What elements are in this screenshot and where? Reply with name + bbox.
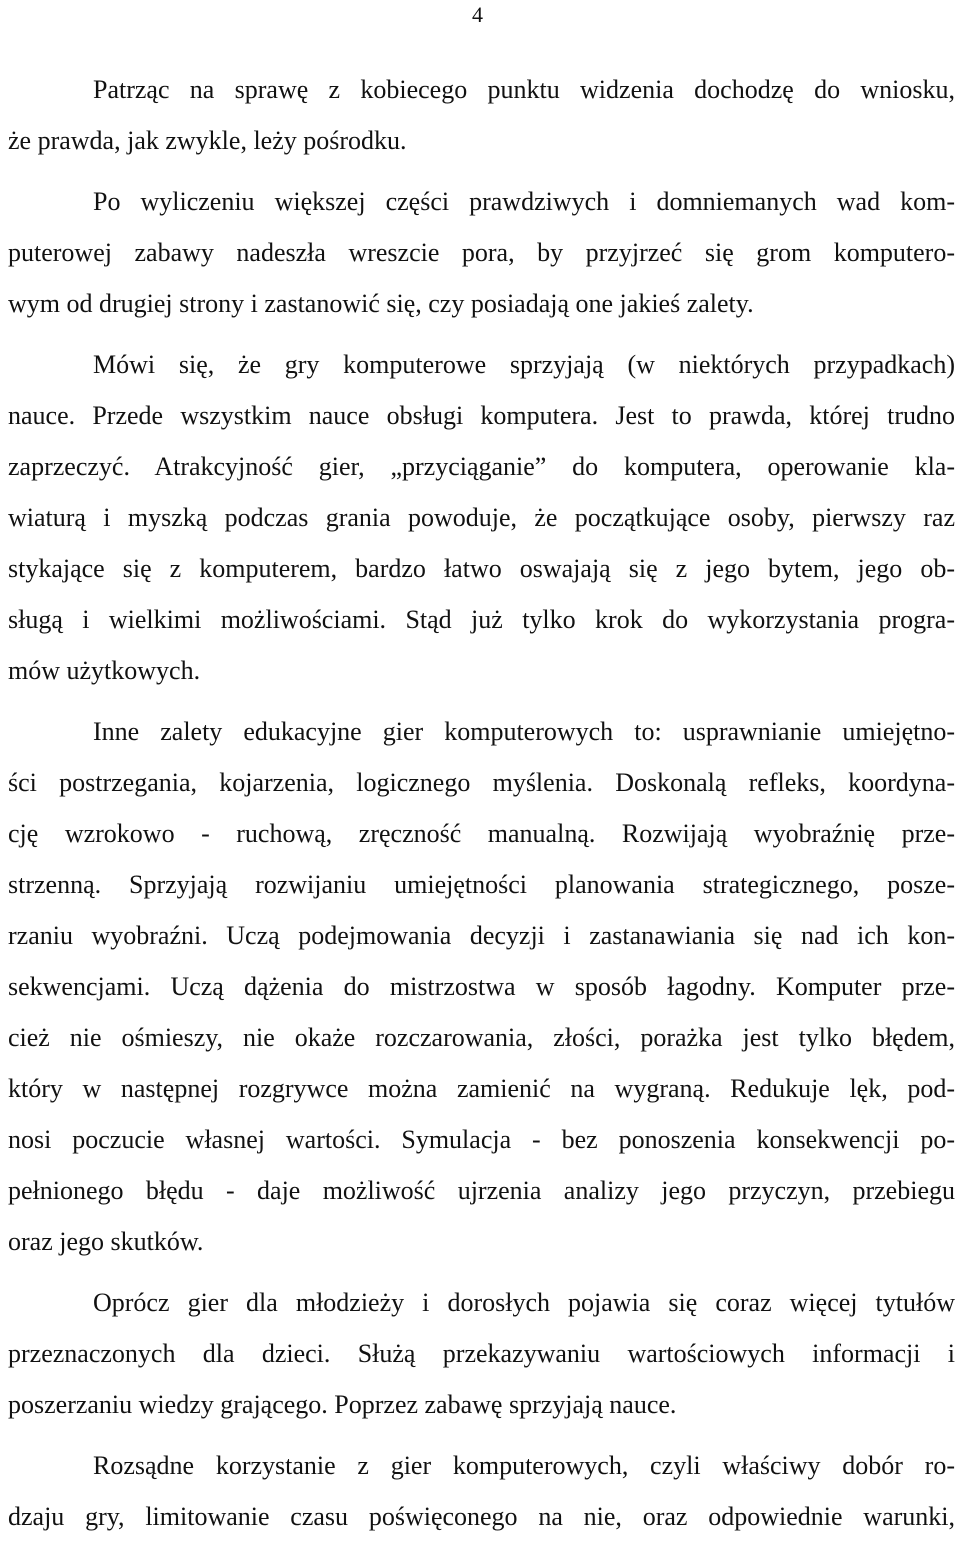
paragraph-line: który w następnej rozgrywce można zamienić na wygraną. Redukuje lęk, pod- [8,1074,955,1103]
paragraph-line: poszerzaniu wiedzy grającego. Poprzez zabawę sprzyjają nauce. [8,1390,677,1419]
paragraph-line: nauce. Przede wszystkim nauce obsługi komputera. Jest to prawda, której trudno [8,401,955,430]
paragraph-2 [8,176,955,329]
paragraph-line: że prawda, jak zwykle, leży pośrodku. [8,126,407,155]
paragraph-line: zaprzeczyć. Atrakcyjność gier, „przyciąganie” do komputera, operowanie kla- [8,452,955,481]
paragraph-4 [8,706,955,1267]
paragraph-line: Mówi się, że gry komputerowe sprzyjają (w niektórych przypadkach) [93,350,955,379]
paragraph-line: Po wyliczeniu większej części prawdziwych i domniemanych wad kom- [93,187,955,216]
paragraph-line: dzaju gry, limitowanie czasu poświęconego na nie, oraz odpowiednie warunki, [8,1502,955,1531]
paragraph-line: nosi poczucie własnej wartości. Symulacja - bez ponoszenia konsekwencji po- [8,1125,955,1154]
paragraph-line: Rozsądne korzystanie z gier komputerowych, czyli właściwy dobór ro- [93,1451,955,1480]
paragraph-3 [8,339,955,696]
document-body [8,64,955,1552]
paragraph-line: rzaniu wyobraźni. Uczą podejmowania decyzji i zastanawiania się nad ich kon- [8,921,955,950]
paragraph-line: cję wzrokowo - ruchową, zręczność manualną. Rozwijają wyobraźnię prze- [8,819,955,848]
paragraph-line: Patrząc na sprawę z kobiecego punktu widzenia dochodzę do wniosku, [93,75,955,104]
paragraph-line: oraz jego skutków. [8,1227,204,1256]
paragraph-5 [8,1277,955,1430]
paragraph-line: pełnionego błędu - daje możliwość ujrzenia analizy jego przyczyn, przebiegu [8,1176,955,1205]
paragraph-line: ści postrzegania, kojarzenia, logicznego myślenia. Doskonalą refleks, koordyna- [8,768,955,797]
paragraph-line: wiaturą i myszką podczas grania powoduje, że początkujące osoby, pierwszy raz [8,503,955,532]
paragraph-line: Inne zalety edukacyjne gier komputerowych to: usprawnianie umiejętno- [93,717,955,746]
page-number: 4 [472,2,483,27]
paragraph-line: sekwencjami. Uczą dążenia do mistrzostwa w sposób łagodny. Komputer prze- [8,972,955,1001]
paragraph-line: Oprócz gier dla młodzieży i dorosłych pojawia się coraz więcej tytułów [93,1288,955,1317]
paragraph-line: cież nie ośmieszy, nie okaże rozczarowania, złości, porażka jest tylko błędem, [8,1023,955,1052]
paragraph-line: przeznaczonych dla dzieci. Służą przekazywaniu wartościowych informacji i [8,1339,955,1368]
paragraph-line: strzenną. Sprzyjają rozwijaniu umiejętności planowania strategicznego, posze- [8,870,955,899]
paragraph-line: sługą i wielkimi możliwościami. Stąd już tylko krok do wykorzystania progra- [8,605,955,634]
paragraph-line: stykające się z komputerem, bardzo łatwo oswajają się z jego bytem, jego ob- [8,554,955,583]
paragraph-6 [8,1440,955,1542]
paragraph-line: mów użytkowych. [8,656,201,685]
paragraph-line: wym od drugiej strony i zastanowić się, czy posiadają one jakieś zalety. [8,289,754,318]
paragraph-1 [8,64,955,166]
paragraph-line: puterowej zabawy nadeszła wreszcie pora, by przyjrzeć się grom komputero- [8,238,955,267]
